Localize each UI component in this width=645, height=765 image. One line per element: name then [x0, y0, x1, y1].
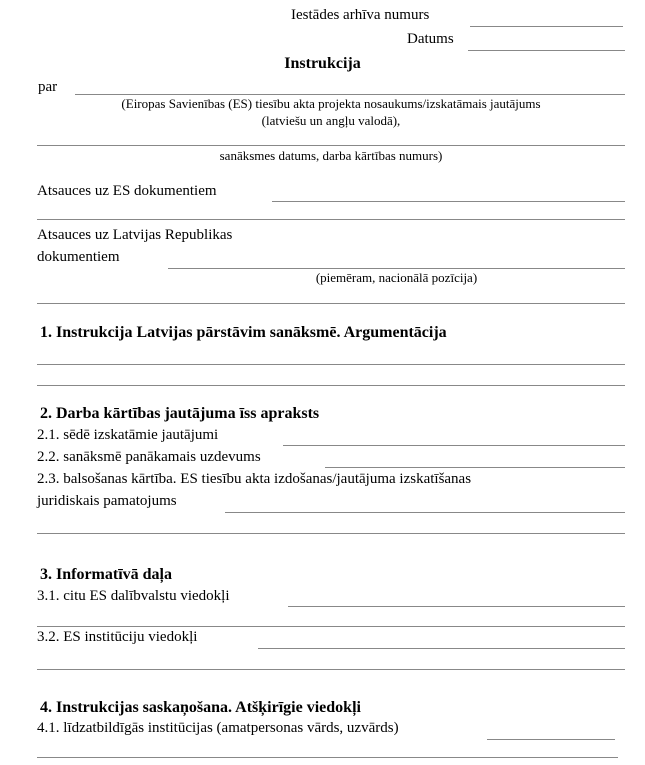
section-3-item-1-blank-2[interactable]: [37, 626, 625, 627]
section-4-item-1-blank-2[interactable]: [37, 757, 618, 758]
section-2-item-1-blank[interactable]: [283, 445, 625, 446]
section-4-heading: 4. Instrukcijas saskaņošana. Atšķirīgie viedokļi: [40, 699, 361, 716]
section-1-heading: 1. Instrukcija Latvijas pārstāvim sanāksmē. Argumentācija: [40, 324, 447, 341]
archive-number-blank[interactable]: [470, 26, 623, 27]
subject-prefix-label: par: [38, 79, 58, 95]
section-3-item-2-label: 3.2. ES institūciju viedokļi: [37, 629, 198, 645]
section-2-blank-extra[interactable]: [37, 533, 625, 534]
section-3-item-1-label: 3.1. citu ES dalībvalstu viedokļi: [37, 588, 230, 604]
eu-references-blank-1[interactable]: [272, 201, 625, 202]
subject-hint-line-2: (latviešu un angļu valodā),: [261, 113, 401, 128]
date-label: Datums: [407, 31, 454, 47]
date-blank[interactable]: [468, 50, 625, 51]
section-4-item-1-label: 4.1. līdzatbildīgās institūcijas (amatpersonas vārds, uzvārds): [37, 720, 399, 736]
section-1-blank-1[interactable]: [37, 364, 625, 365]
section-2-item-4-label: juridiskais pamatojums: [37, 493, 177, 509]
meeting-date-blank[interactable]: [37, 145, 625, 146]
section-3-heading: 3. Informatīvā daļa: [40, 566, 172, 583]
section-divider-top: [37, 303, 625, 304]
section-2-item-2-label: 2.2. sanāksmē panākamais uzdevums: [37, 449, 261, 465]
subject-hint-line-1: (Eiropas Savienības (ES) tiesību akta projekta nosaukums/izskatāmais jautājums: [121, 96, 541, 111]
section-1-blank-2[interactable]: [37, 385, 625, 386]
lv-references-label-line-1: Atsauces uz Latvijas Republikas: [37, 227, 233, 243]
section-2-item-3-blank[interactable]: [225, 512, 625, 513]
section-3-item-2-blank-1[interactable]: [258, 648, 625, 649]
page-title: Instrukcija: [284, 55, 361, 72]
section-2-item-2-blank[interactable]: [325, 467, 625, 468]
eu-references-blank-2[interactable]: [37, 219, 625, 220]
lv-references-blank[interactable]: [168, 268, 625, 269]
section-3-item-2-blank-2[interactable]: [37, 669, 625, 670]
subject-hint-line-3: sanāksmes datums, darba kārtības numurs): [219, 148, 443, 163]
subject-blank[interactable]: [75, 94, 625, 95]
lv-references-hint: (piemēram, nacionālā pozīcija): [315, 270, 478, 285]
section-2-heading: 2. Darba kārtības jautājuma īss apraksts: [40, 405, 320, 422]
archive-number-label: Iestādes arhīva numurs: [291, 7, 430, 23]
section-4-item-1-blank-1[interactable]: [487, 739, 615, 740]
eu-references-label: Atsauces uz ES dokumentiem: [37, 183, 217, 199]
lv-references-label-line-2: dokumentiem: [37, 249, 120, 265]
section-2-item-3-label: 2.3. balsošanas kārtība. ES tiesību akta izdošanas/jautājuma izskatīšanas: [37, 471, 472, 487]
section-3-item-1-blank-1[interactable]: [288, 606, 625, 607]
section-2-item-1-label: 2.1. sēdē izskatāmie jautājumi: [37, 427, 219, 443]
